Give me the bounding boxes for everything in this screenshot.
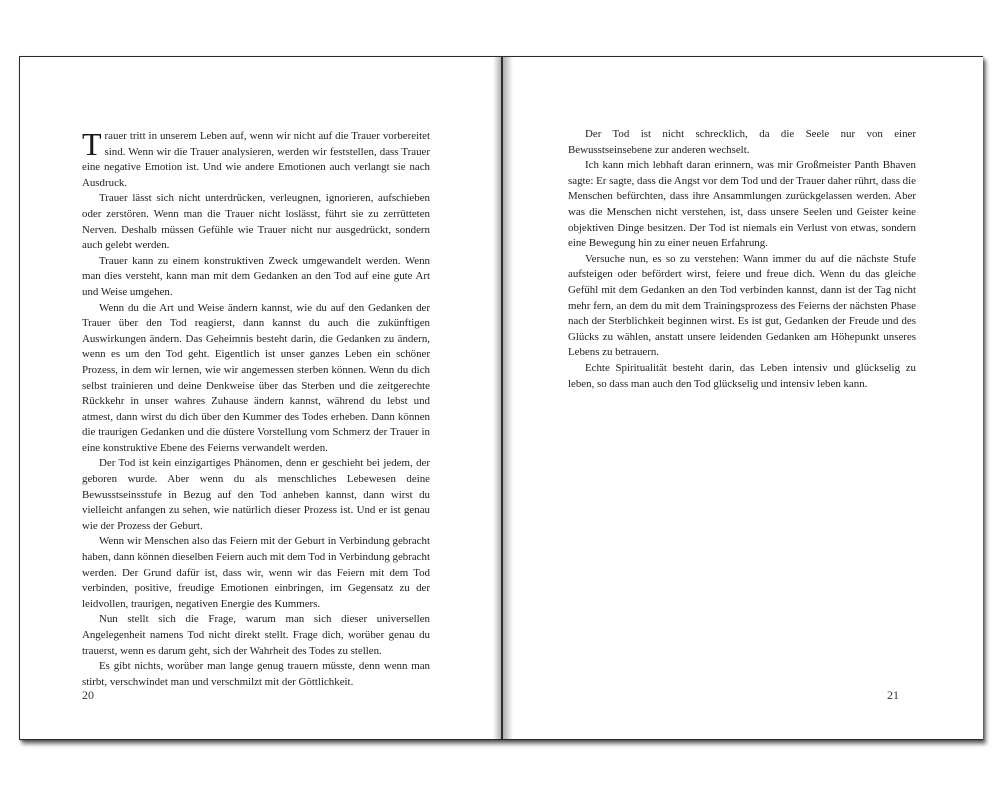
right-page-text bbox=[568, 127, 916, 392]
paragraph: Wenn du die Art und Weise ändern kannst, wie du auf den Gedanken der Trauer über den Tod reagierst, dann kannst du auch die zukünftigen Auswirkungen ändern. Das Geheimnis besteht darin, die Gedanken zu ändern, wenn es um den Tod geht. Eigentlich ist unser ganzes Leben ein schöner Prozess, in dem wir lernen, wie wir angemessen sterben können. Wenn du dich selbst trainieren und deine Denkweise über das Sterben und die zeitgerechte Rückkehr in unser wahres Zuhause ändern kannst, während du lebst und atmest, dann wirst du dich über den Kummer des Todes erheben. Dann können die traurigen Gedanken und die düstere Vorstellung vom Schmerz der Trauer in eine konstruktive Ebene des Feierns verwandelt werden. bbox=[82, 301, 430, 454]
page-number: 20 bbox=[82, 688, 94, 702]
paragraph: Ich kann mich lebhaft daran erinnern, was mir Großmeister Panth Bhaven sagte: Er sagte, dass die Angst vor dem Tod und der Trauer daher rührt, dass die Menschen befürchten, dass ihre Ansammlungen zurückgelassen werden. Aber was die Menschen nicht verstehen, ist, dass unsere Seelen und Geister keine objektiven Dinge besitzen. Der Tod ist niemals ein Verlust von etwas, sondern eine Bewegung hin zu einer neuen Erfahrung. bbox=[568, 159, 916, 250]
paragraph: Trauer lässt sich nicht unterdrücken, verleugnen, ignorieren, aufschieben oder zerstören. Wenn man die Trauer nicht loslässt, führt sie zu zerrütteten Nerven. Deshalb müssen Gefühle wie Trauer nicht nur ausgedrückt, sondern auch gelebt werden. bbox=[82, 192, 430, 252]
right-page bbox=[502, 57, 983, 739]
left-page-text bbox=[82, 126, 430, 690]
paragraph: Echte Spiritualität besteht darin, das Leben intensiv und glückselig zu leben, so dass man auch den Tod glückselig und intensiv leben kann. bbox=[568, 361, 916, 390]
paragraph: Der Tod ist kein einzigartiges Phänomen, denn er geschieht bei jedem, der geboren wurde. Aber wenn du als menschliches Lebewesen deine Bewusstseinsstufe in Bezug auf den Tod anheben kannst, dann wirst du vielleicht anfangen zu sehen, wie natürlich dieser Prozess ist. Und er ist genau wie der Prozess der Geburt. bbox=[82, 457, 430, 532]
paragraph-text: rauer tritt in unserem Leben auf, wenn wir nicht auf die Trauer vorbereitet sind. Wenn wir die Trauer analysieren, werden wir feststellen, dass Trauer eine negative Emotion ist. Und wie andere Emotionen auch verlangt sie nach Ausdruck. bbox=[82, 130, 430, 189]
paragraph: Versuche nun, es so zu verstehen: Wann immer du auf die nächste Stufe aufsteigen oder befördert wirst, feiere und freue dich. Wenn du das gleiche Gefühl mit dem Gedanken an den Tod verbinden kannst, dann ist der Tag nicht mehr fern, an dem du mit dem Trainingsprozess des Feierns der nächsten Phase nach der Sterblichkeit beginnen wirst. Es ist gut, Gedanken der Freude und des Glücks zu wählen, anstatt unsere leidenden Gedanken am Höhepunkt unseres Lebens zu betrauern. bbox=[568, 252, 916, 359]
left-page bbox=[20, 57, 502, 739]
paragraph: Wenn wir Menschen also das Feiern mit der Geburt in Verbindung gebracht haben, dann können dieselben Feiern auch mit dem Tod in Verbindung gebracht werden. Der Grund dafür ist, dass wir, wenn wir das Feiern mit dem Tod verbinden, positive, freudige Emotionen einbringen, im Gegensatz zu der leidvollen, traurigen, negativen Energie des Kummers. bbox=[82, 535, 430, 610]
open-book bbox=[19, 56, 983, 740]
page-number: 21 bbox=[887, 688, 899, 702]
paragraph bbox=[82, 126, 430, 191]
drop-cap: T bbox=[82, 126, 102, 162]
paragraph: Trauer kann zu einem konstruktiven Zweck umgewandelt werden. Wenn man dies versteht, kann man mit dem Gedanken an den Tod auf eine gute Art und Weise umgehen. bbox=[82, 254, 430, 298]
paragraph: Es gibt nichts, worüber man lange genug trauern müsste, denn wenn man stirbt, verschwindet man und verschmilzt mit der Göttlichkeit. bbox=[82, 660, 430, 688]
paragraph: Nun stellt sich die Frage, warum man sich dieser universellen Angelegenheit namens Tod nicht direkt stellt. Frage dich, worüber genau du trauerst, wenn es darum geht, sich der Wahrheit des Todes zu stellen. bbox=[82, 613, 430, 657]
paragraph: Der Tod ist nicht schrecklich, da die Seele nur von einer Bewusstseinsebene zur anderen wechselt. bbox=[568, 128, 916, 156]
